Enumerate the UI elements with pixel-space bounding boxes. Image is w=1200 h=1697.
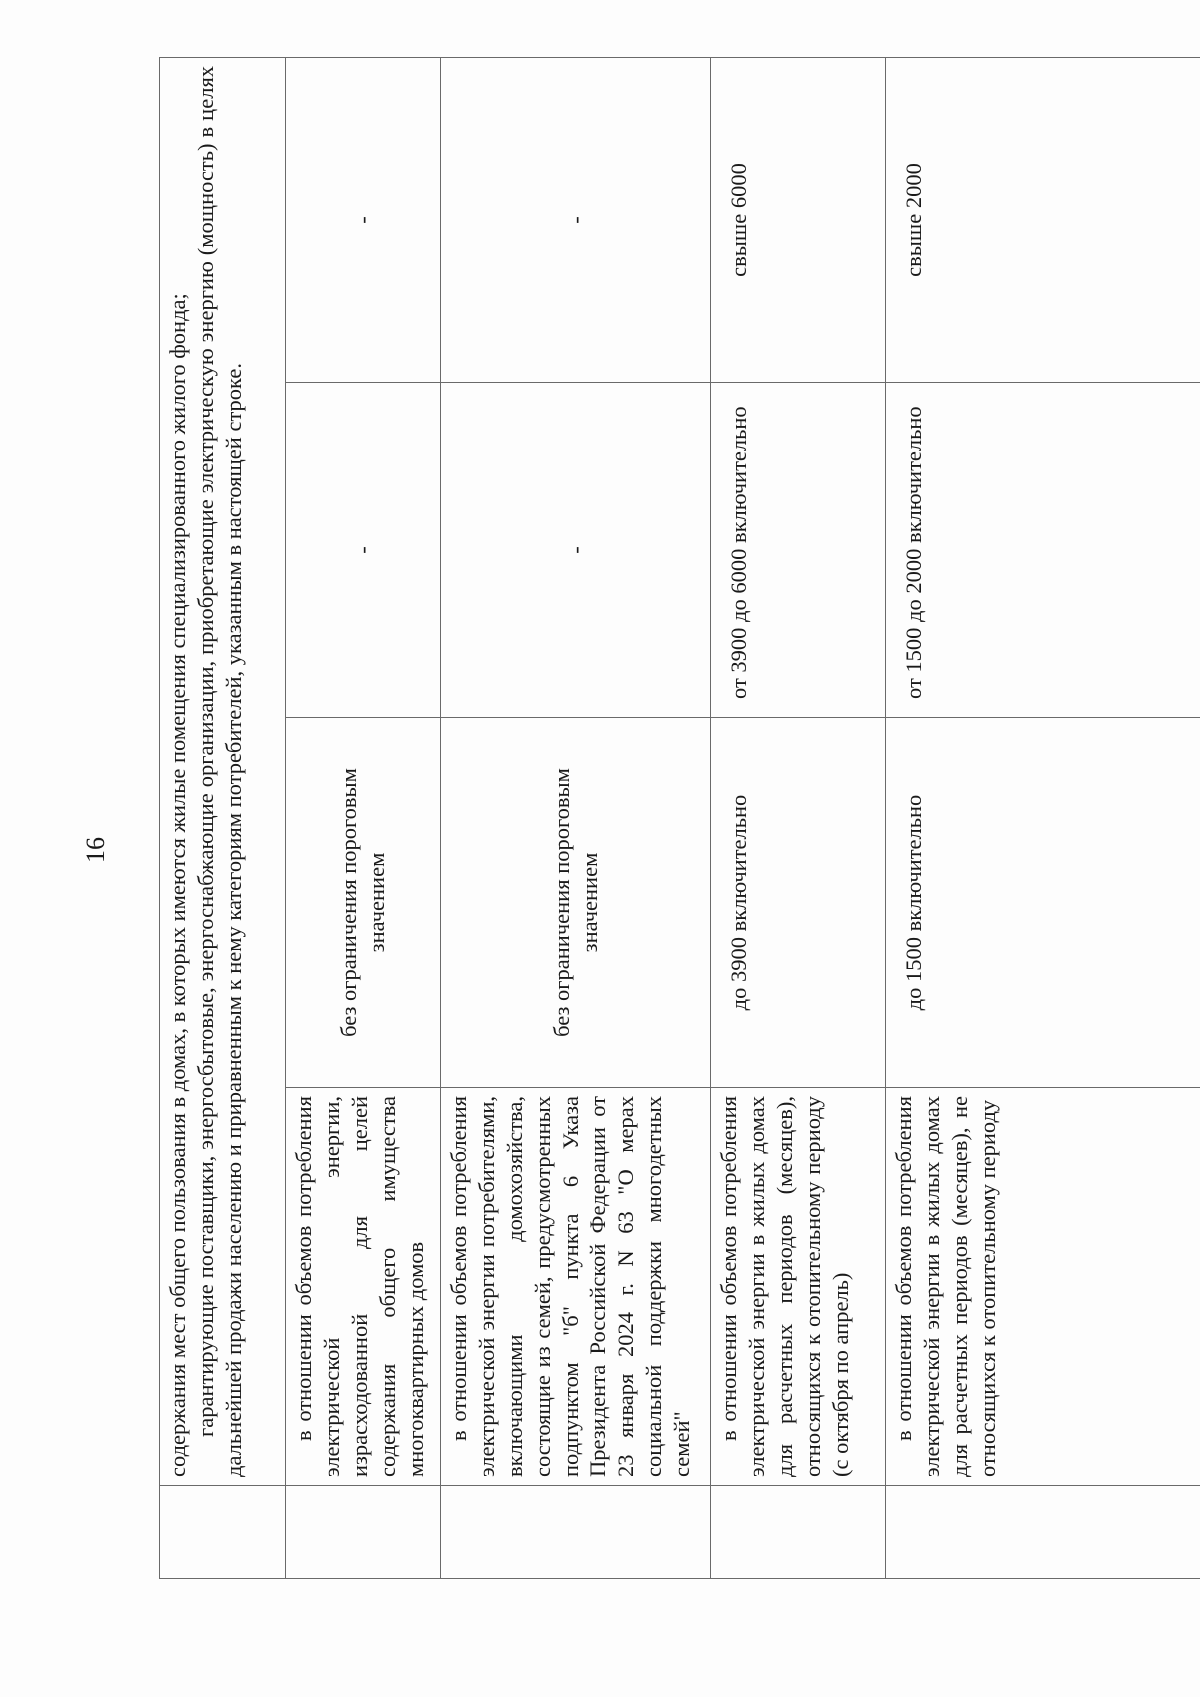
row-range-2: - [286,383,441,718]
row-description: в отношении объемов потребления электрической энергии в жилых домах для расчетных периодов (месяцев), относящихся к отопительному периоду (с октября по апрель) [711,1088,886,1486]
rotated-content [159,58,1200,1579]
table-row [886,57,1200,1578]
page-number: 16 [81,837,110,863]
intro-text-cell [160,57,286,1485]
row-range-1: до 1500 включительно [886,718,1200,1088]
row-description: в отношении объемов потребления электрической энергии, израсходованной для целей содержания общего имущества многоквартирных домов [286,1088,441,1486]
table-row [711,57,886,1578]
intro-line: гарантирующие поставщики, энергосбытовые, энергоснабжающие организации, приобретающие электрическую энергию (мощность) в целях дальнейшей продажи населению и приравненным к нему категориям потребителей, указанным в настоящей строке. [192,65,246,1477]
row-range-1: без ограничения пороговым значением [286,718,441,1088]
row-description: в отношении объемов потребления электрической энергии в жилых домах для расчетных периодов (месяцев), не относящихся к отопительному периоду [886,1088,1200,1486]
table-row [286,57,441,1578]
blank-cell [711,1486,886,1579]
blank-cell [286,1486,441,1579]
row-description: в отношении объемов потребления электрической энергии потребителями, включающими домохозяйства, состоящие из семей, предусмотренных подпунктом "б" пункта 6 Указа Президента Российской Федерации от 23 января 2024 г. N 63 "О мерах социальной поддержки многодетных семей" [441,1088,711,1486]
row-range-1: до 3900 включительно [711,718,886,1088]
tariff-table [159,57,1200,1579]
blank-cell [441,1486,711,1579]
row-range-2: от 3900 до 6000 включительно [711,383,886,718]
row-range-3: свыше 2000 [886,57,1200,382]
row-range-1: без ограничения пороговым значением [441,718,711,1088]
rotated-table-area [159,58,1200,1579]
blank-cell [160,1486,286,1579]
blank-cell [886,1486,1200,1579]
row-range-3: - [286,57,441,382]
row-range-3: - [441,57,711,382]
table-row [160,57,286,1578]
row-range-2: от 1500 до 2000 включительно [886,383,1200,718]
row-range-3: свыше 6000 [711,57,886,382]
table-row [441,57,711,1578]
row-range-2: - [441,383,711,718]
intro-line: содержания мест общего пользования в домах, в которых имеются жилые помещения специализированного жилого фонда; [165,293,190,1477]
